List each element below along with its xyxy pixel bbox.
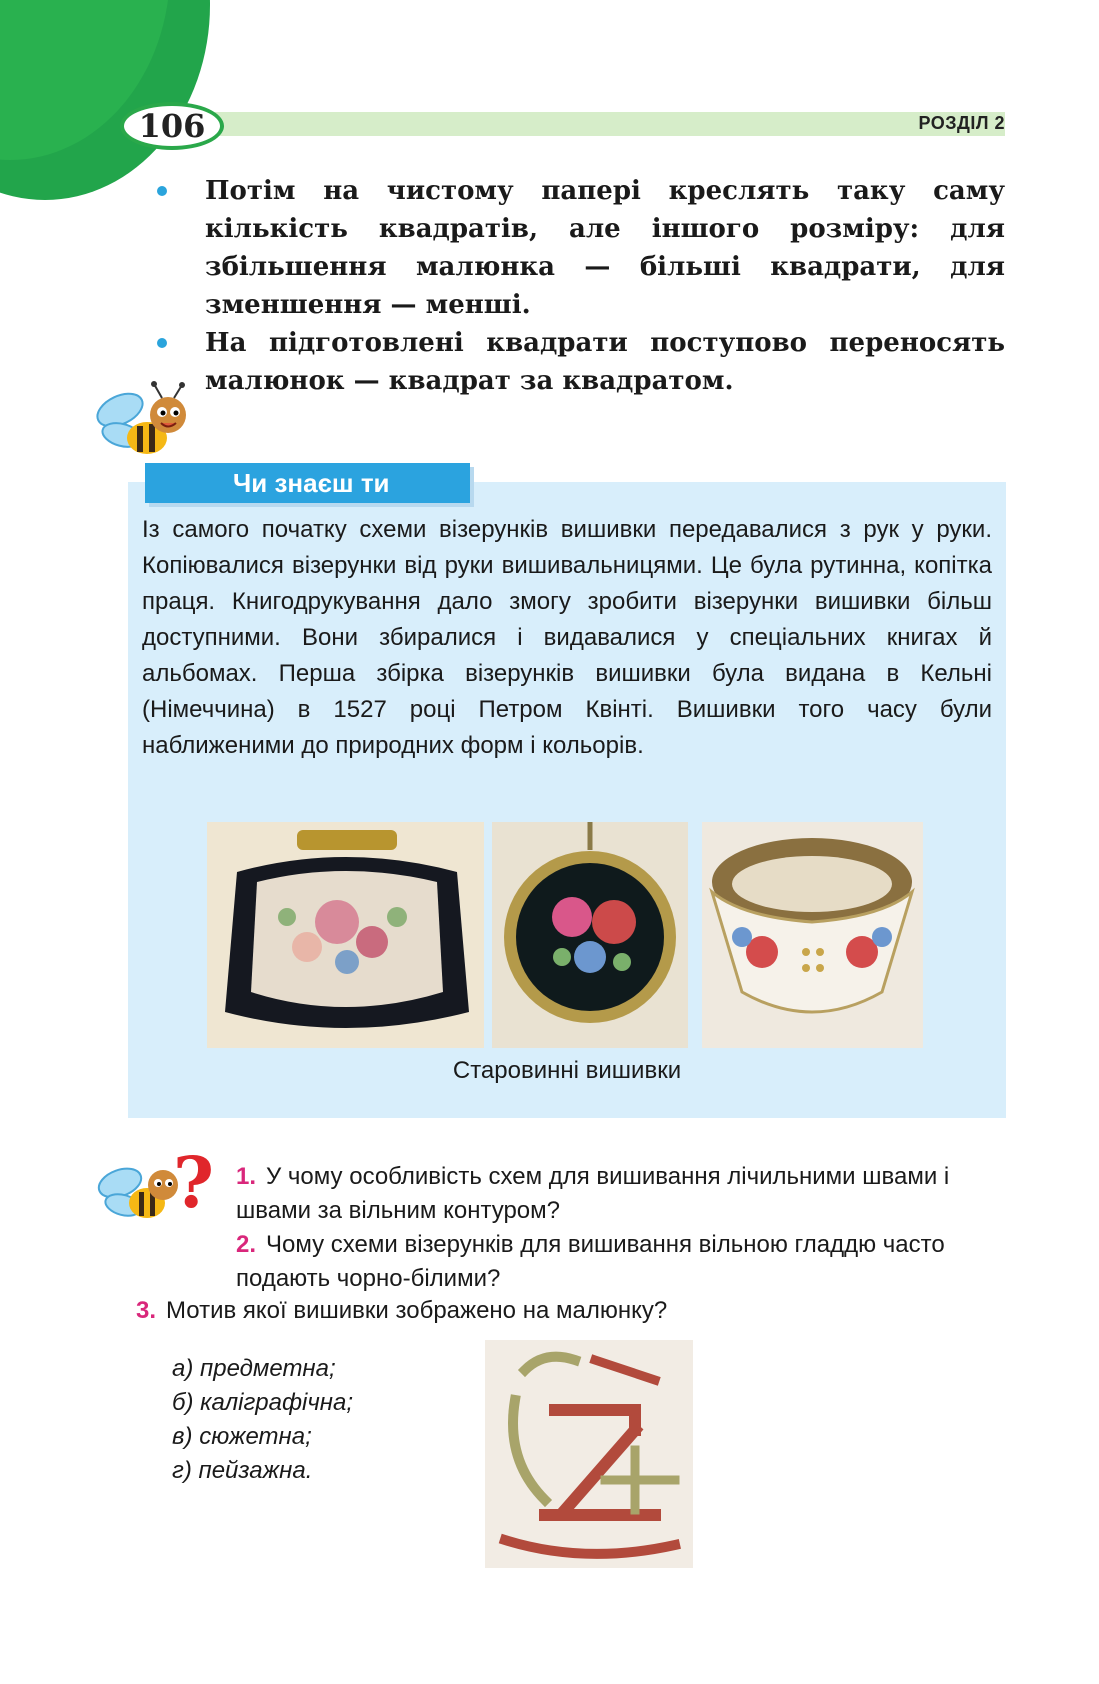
cross-stitch-letter-image: [485, 1340, 693, 1568]
question-2: [236, 1228, 991, 1296]
question-number: 2.: [236, 1231, 257, 1258]
question-number: 1.: [236, 1163, 257, 1190]
bee-mascot-icon: [92, 380, 202, 470]
embroidered-bracelet-image: [702, 822, 923, 1048]
answer-option: б) каліграфічна;: [172, 1389, 353, 1416]
round-compact-embroidery-image: [492, 822, 688, 1048]
header-band: [215, 112, 1005, 136]
question-text: У чому особливість схем для вишивання лічильними швами і швами за вільним контуром?: [236, 1163, 950, 1224]
info-text: Із самого початку схеми візерунків вишивки передавалися з рук у руки. Копіювалися візерунки від руки вишивальницями. Це була рутинна, копітка праця. Книгодрукування дало змогу зробити візерунки вишивки більш доступними. Вони збиралися і видавалися у спеціальних книгах й альбомах. Перша збірка візерунків вишивки була видана в Кельні (Німеччина) в 1527 році Петром Квінті. Вишивки того часу були наближеними до природних форм і кольорів.: [142, 516, 992, 759]
info-tab-label: Чи знаєш ти: [145, 463, 470, 503]
bee-question-icon: [95, 1141, 215, 1235]
question-1: [236, 1160, 991, 1228]
svg-text:?: ?: [173, 1141, 215, 1224]
answer-option: г) пейзажна.: [172, 1457, 313, 1484]
photos-caption: Старовинні вишивки: [452, 1057, 682, 1084]
question-text: Чому схеми візерунків для вишивання вільною гладдю часто подають чорно-білими?: [236, 1231, 945, 1292]
question-number: 3.: [136, 1297, 157, 1324]
list-item: Потім на чистому папері креслять таку саму кількість квадратів, але іншого розміру: для збільшення малюнка — більші квадрати, для зменшення — менші.: [150, 172, 1005, 324]
answer-options: [172, 1352, 353, 1488]
question-text: Мотив якої вишивки зображено на малюнку?: [166, 1297, 668, 1324]
answer-option: а) предметна;: [172, 1355, 336, 1382]
page-number: 106: [120, 102, 224, 150]
list-item: На підготовлені квадрати поступово переносять малюнок — квадрат за квадратом.: [150, 324, 1005, 400]
answer-option: в) сюжетна;: [172, 1423, 312, 1450]
steps-list: [150, 172, 1005, 400]
section-label: РОЗДІЛ 2: [918, 113, 1005, 133]
question-3: [136, 1294, 996, 1328]
vintage-embroidered-purse-image: [207, 822, 484, 1048]
